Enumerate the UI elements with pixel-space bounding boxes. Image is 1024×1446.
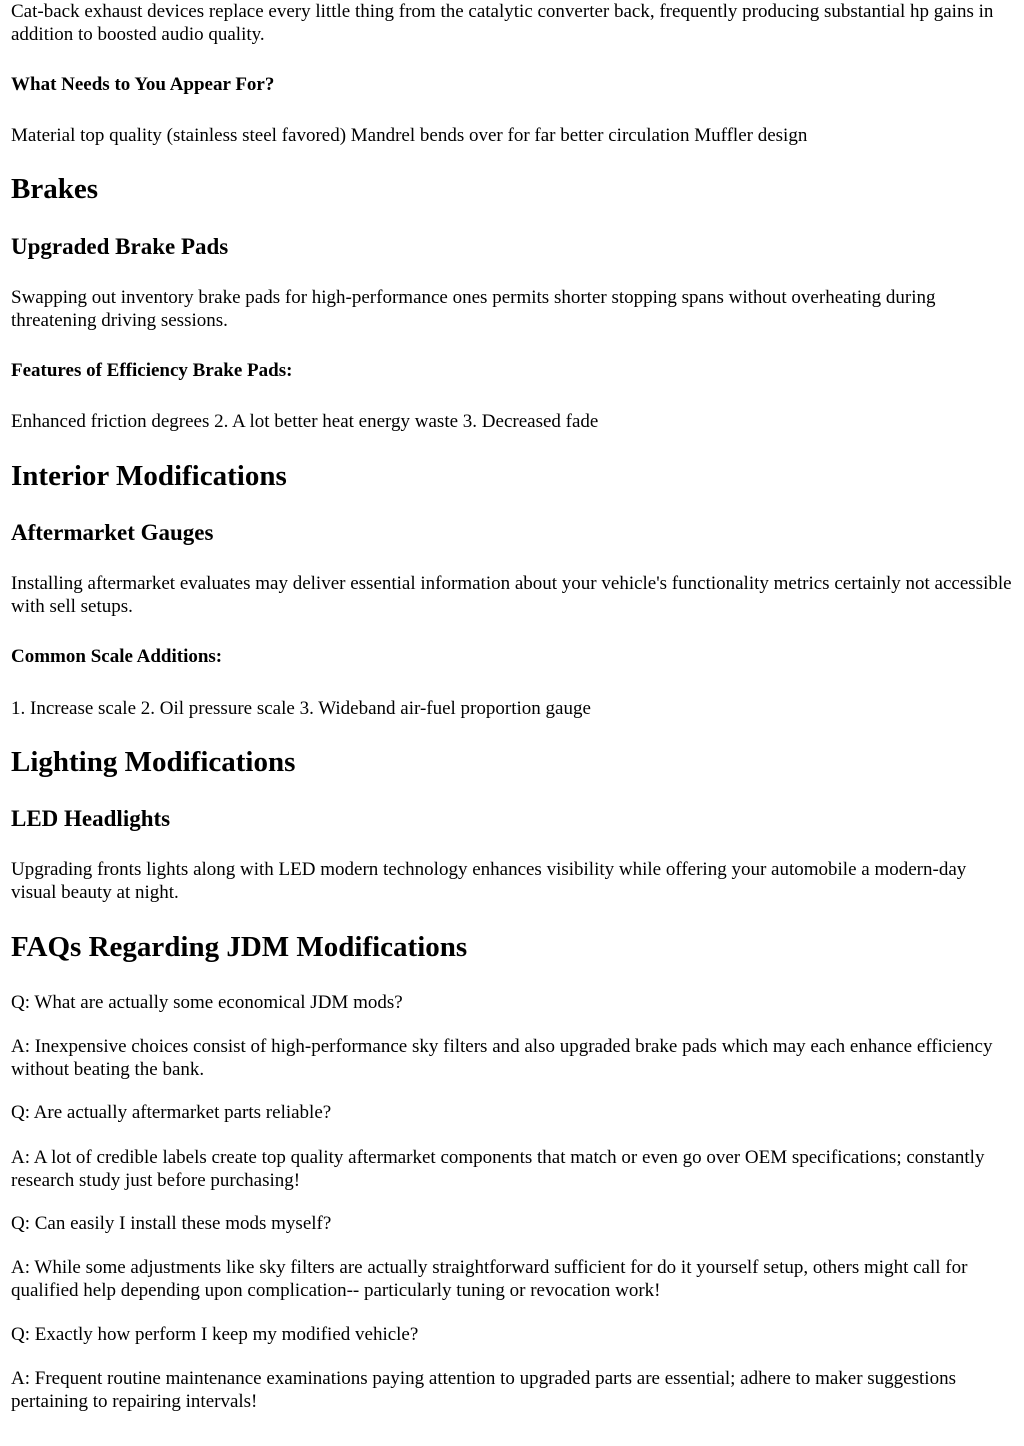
faq-question: Q: Are actually aftermarket parts reliable? <box>11 1102 332 1123</box>
faq-answer: A: A lot of credible labels create top quality aftermarket components that match or even go over OEM specifications; constantly research study just before purchasing! <box>11 1147 985 1191</box>
led-headlights-subheading: LED Headlights <box>11 806 171 831</box>
faq-answer: A: While some adjustments like sky filters are actually straightforward sufficient for do it yourself setup, others might call for qualified help depending upon complication-- particularly tuning or revocation work! <box>11 1257 968 1301</box>
interior-heading: Interior Modifications <box>11 460 287 492</box>
intro-paragraph: Cat-back exhaust devices replace every little thing from the catalytic converter back, frequently producing substantial hp gains in addition to boosted audio quality. <box>11 1 994 45</box>
what-to-look-for-heading: What Needs to You Appear For? <box>11 74 275 95</box>
gauges-paragraph: Installing aftermarket evaluates may deliver essential information about your vehicle's functionality metrics certainly not accessible with sell setups. <box>11 573 1012 617</box>
faq-answer: A: Frequent routine maintenance examinations paying attention to upgraded parts are essential; adhere to maker suggestions pertaining to repairing intervals! <box>11 1368 956 1412</box>
faqs-heading: FAQs Regarding JDM Modifications <box>11 931 468 963</box>
brake-pads-paragraph: Swapping out inventory brake pads for high-performance ones permits shorter stopping spans without overheating during threatening driving sessions. <box>11 287 936 331</box>
gauge-additions-heading: Common Scale Additions: <box>11 646 223 667</box>
faq-question: Q: Exactly how perform I keep my modified vehicle? <box>11 1324 419 1345</box>
gauge-additions-paragraph: 1. Increase scale 2. Oil pressure scale 3. Wideband air-fuel proportion gauge <box>11 698 591 719</box>
brakes-heading: Brakes <box>11 173 98 205</box>
led-headlights-paragraph: Upgrading fronts lights along with LED modern technology enhances visibility while offering your automobile a modern-day visual beauty at night. <box>11 859 967 903</box>
gauges-subheading: Aftermarket Gauges <box>11 520 214 545</box>
faq-question: Q: Can easily I install these mods myself? <box>11 1213 332 1234</box>
lighting-heading: Lighting Modifications <box>11 746 296 778</box>
brake-pads-features-heading: Features of Efficiency Brake Pads: <box>11 360 293 381</box>
faq-answer: A: Inexpensive choices consist of high-performance sky filters and also upgraded brake pads which may each enhance efficiency without beating the bank. <box>11 1036 993 1080</box>
what-to-look-for-paragraph: Material top quality (stainless steel favored) Mandrel bends over for far better circulation Muffler design <box>11 125 808 146</box>
brake-pads-subheading: Upgraded Brake Pads <box>11 234 229 259</box>
faq-question: Q: What are actually some economical JDM mods? <box>11 992 403 1013</box>
brake-pads-features-paragraph: Enhanced friction degrees 2. A lot better heat energy waste 3. Decreased fade <box>11 411 599 432</box>
